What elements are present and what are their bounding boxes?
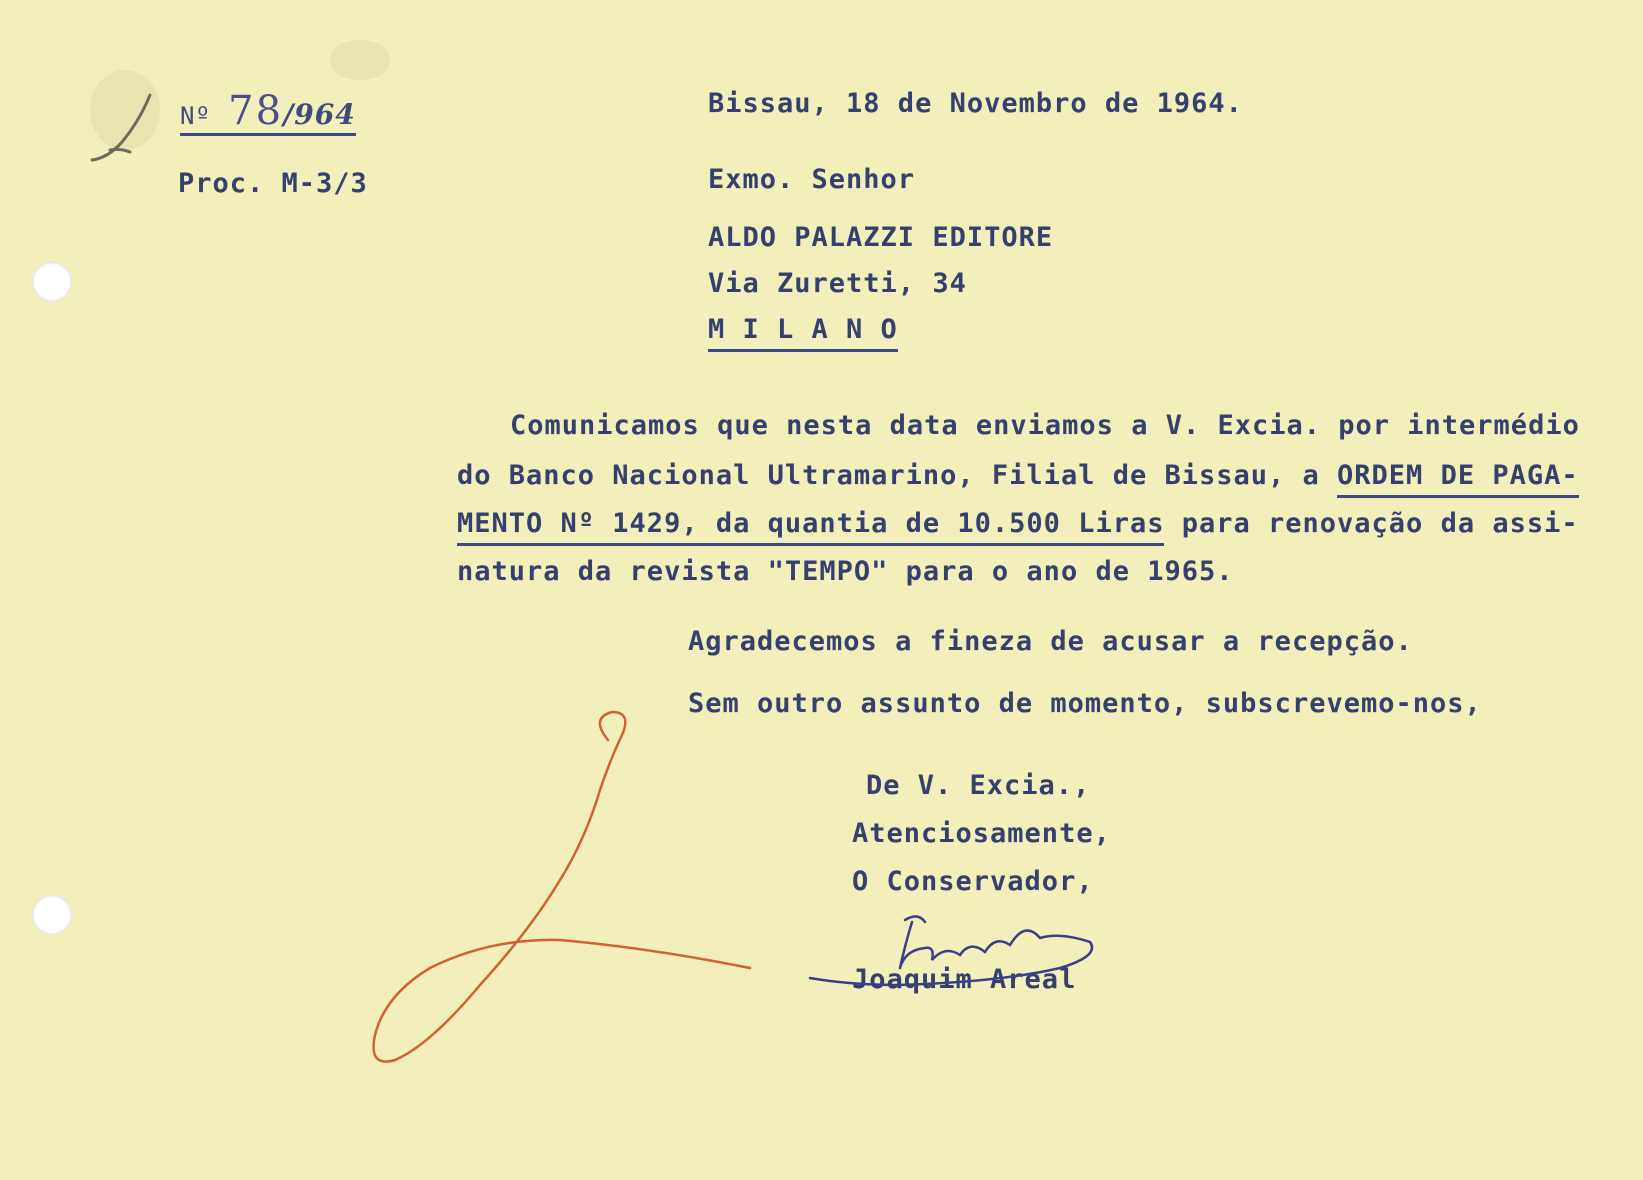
paper-stain: [90, 70, 160, 150]
recipient-salutation: Exmo. Senhor: [708, 164, 916, 195]
body-line-2-text: do Banco Nacional Ultramarino, Filial de Bissau, a: [457, 460, 1338, 491]
body-line-4: natura da revista "TEMPO" para o ano de 1965.: [457, 556, 1234, 587]
ref-year: /964: [283, 98, 356, 131]
signature-title: O Conservador,: [852, 866, 1094, 897]
body-line-3-text: para renovação da assi-: [1164, 508, 1579, 539]
recipient-name: ALDO PALAZZI EDITORE: [708, 222, 1054, 253]
body-line-3: [457, 508, 1579, 539]
ref-number-handwritten: 78: [228, 88, 284, 134]
ref-prefix: Nº: [180, 102, 211, 130]
paper-stain: [330, 40, 390, 80]
punch-hole-top: [32, 262, 72, 302]
recipient-street: Via Zuretti, 34: [708, 268, 967, 299]
place-date: Bissau, 18 de Novembro de 1964.: [708, 88, 1243, 119]
reference-number: [180, 88, 356, 134]
red-pencil-flourish: [374, 712, 750, 1062]
signature-line-2: Atenciosamente,: [852, 818, 1111, 849]
signature-line-1: De V. Excia.,: [866, 770, 1091, 801]
ink-signature-loop: [905, 916, 925, 922]
body-line-1: Comunicamos que nesta data enviamos a V. Excia. por intermédio: [510, 410, 1580, 441]
recipient-city: [708, 314, 898, 345]
body-line-2: [457, 460, 1579, 491]
process-reference: Proc. M-3/3: [178, 168, 368, 199]
recipient-city-text: M I L A N O: [708, 314, 898, 352]
thanks-line: Agradecemos a fineza de acusar a recepção.: [688, 626, 1413, 657]
payment-order-amount: MENTO Nº 1429, da quantia de 10.500 Liras: [457, 508, 1164, 546]
signature-name: Joaquim Areal: [852, 964, 1077, 995]
closing-line: Sem outro assunto de momento, subscrevemo-nos,: [688, 688, 1482, 719]
punch-hole-bottom: [32, 895, 72, 935]
payment-order-start: ORDEM DE PAGA-: [1337, 460, 1579, 498]
